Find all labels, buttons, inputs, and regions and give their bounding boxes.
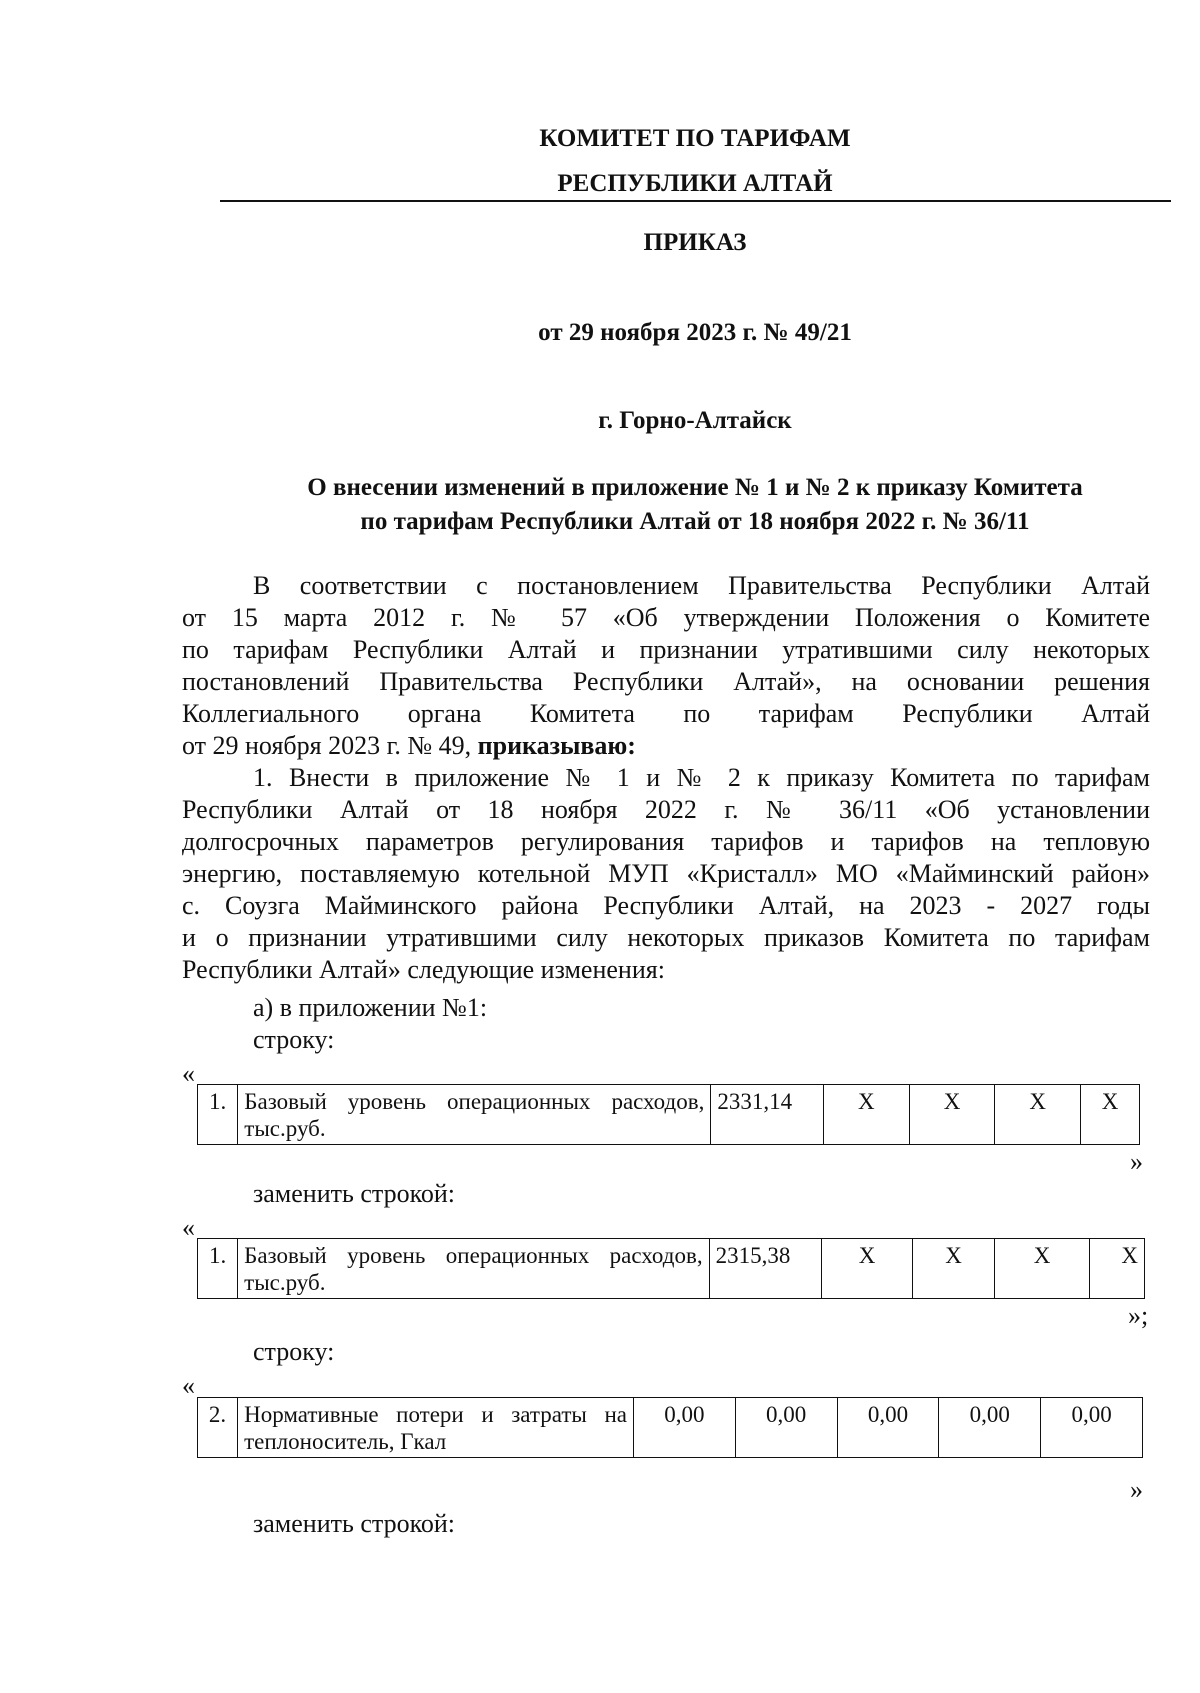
row-name-cell: Базовый уровень операционных расходов, тыс.руб.: [238, 1085, 711, 1145]
row-number-cell: 1.: [198, 1239, 238, 1299]
document-date-number: от 29 ноября 2023 г. № 49/21: [538, 319, 852, 346]
document-city: г. Горно-Алтайск: [598, 407, 792, 434]
preamble-last-line-text: от 29 ноября 2023 г. № 49,: [182, 731, 472, 760]
quote-open: «: [182, 1213, 195, 1242]
item1-line: 1. Внести в приложение № 1 и № 2 к приказу Комитета по тарифам: [253, 763, 1150, 792]
row-value-cell: 0,00: [633, 1398, 735, 1458]
preamble-line: Коллегиального органа Комитета по тарифам Республики Алтай: [182, 699, 1150, 728]
org-name-line-1: КОМИТЕТ ПО ТАРИФАМ: [539, 125, 851, 152]
row-value-cell: Х: [913, 1239, 994, 1299]
quote-close: »: [1130, 1475, 1143, 1504]
row-value-cell: Х: [994, 1239, 1090, 1299]
new-row-1-table: [197, 1238, 1145, 1299]
row-word: строку:: [253, 1025, 335, 1054]
row-value-cell: 0,00: [735, 1398, 837, 1458]
replace-word: заменить строкой:: [253, 1509, 456, 1538]
replace-word: заменить строкой:: [253, 1179, 456, 1208]
row-value-cell: Х: [909, 1085, 995, 1145]
quote-open: «: [182, 1371, 195, 1400]
row-value-cell: 2315,38: [709, 1239, 821, 1299]
subject-line-2: по тарифам Республики Алтай от 18 ноября 2022 г. № 36/11: [360, 508, 1030, 535]
preamble-line: В соответствии с постановлением Правительства Республики Алтай: [253, 571, 1150, 600]
header-rule: [220, 200, 1171, 202]
old-row-2-table: [197, 1397, 1143, 1458]
preamble-line: по тарифам Республики Алтай и признании утратившими силу некоторых: [182, 635, 1150, 664]
table-row: [198, 1085, 1140, 1145]
row-word: строку:: [253, 1337, 335, 1366]
item1-line: с. Соузга Майминского района Республики Алтай, на 2023 - 2027 годы: [182, 891, 1150, 920]
preamble-last-line: [182, 730, 1150, 762]
row-value-cell: 0,00: [837, 1398, 939, 1458]
document-type: ПРИКАЗ: [643, 229, 747, 256]
subitem-a: а) в приложении №1:: [253, 993, 488, 1022]
row-number-cell: 2.: [198, 1398, 238, 1458]
row-name-cell: Базовый уровень операционных расходов, тыс.руб.: [238, 1239, 709, 1299]
subject-line-1: О внесении изменений в приложение № 1 и № 2 к приказу Комитета: [307, 474, 1083, 501]
quote-open: «: [182, 1059, 195, 1088]
row-value-cell: Х: [1090, 1239, 1145, 1299]
item1-line: Республики Алтай» следующие изменения:: [182, 955, 665, 984]
row-value-cell: 2331,14: [711, 1085, 824, 1145]
row-value-cell: 0,00: [1041, 1398, 1143, 1458]
row-value-cell: Х: [823, 1085, 909, 1145]
item1-line: энергию, поставляемую котельной МУП «Кристалл» МО «Майминский район»: [182, 859, 1150, 888]
row-value-cell: 0,00: [939, 1398, 1041, 1458]
row-value-cell: Х: [821, 1239, 913, 1299]
preamble-line: от 15 марта 2012 г. № 57 «Об утверждении Положения о Комитете: [182, 603, 1150, 632]
preamble-line: постановлений Правительства Республики Алтай», на основании решения: [182, 667, 1150, 696]
old-row-1-table: [197, 1084, 1140, 1145]
order-word: приказываю:: [477, 731, 636, 760]
row-name-cell: Нормативные потери и затраты на теплоноситель, Гкал: [238, 1398, 634, 1458]
row-value-cell: Х: [995, 1085, 1081, 1145]
item1-line: Республики Алтай от 18 ноября 2022 г. № 36/11 «Об установлении: [182, 795, 1150, 824]
row-value-cell: Х: [1081, 1085, 1140, 1145]
table-row: [198, 1239, 1145, 1299]
quote-close: »: [1130, 1147, 1143, 1176]
table-row: [198, 1398, 1143, 1458]
quote-close: »;: [1128, 1301, 1149, 1330]
org-name-line-2: РЕСПУБЛИКИ АЛТАЙ: [557, 170, 833, 197]
item1-line: долгосрочных параметров регулирования тарифов и тарифов на тепловую: [182, 827, 1150, 856]
item1-line: и о признании утратившими силу некоторых приказов Комитета по тарифам: [182, 923, 1150, 952]
row-number-cell: 1.: [198, 1085, 238, 1145]
